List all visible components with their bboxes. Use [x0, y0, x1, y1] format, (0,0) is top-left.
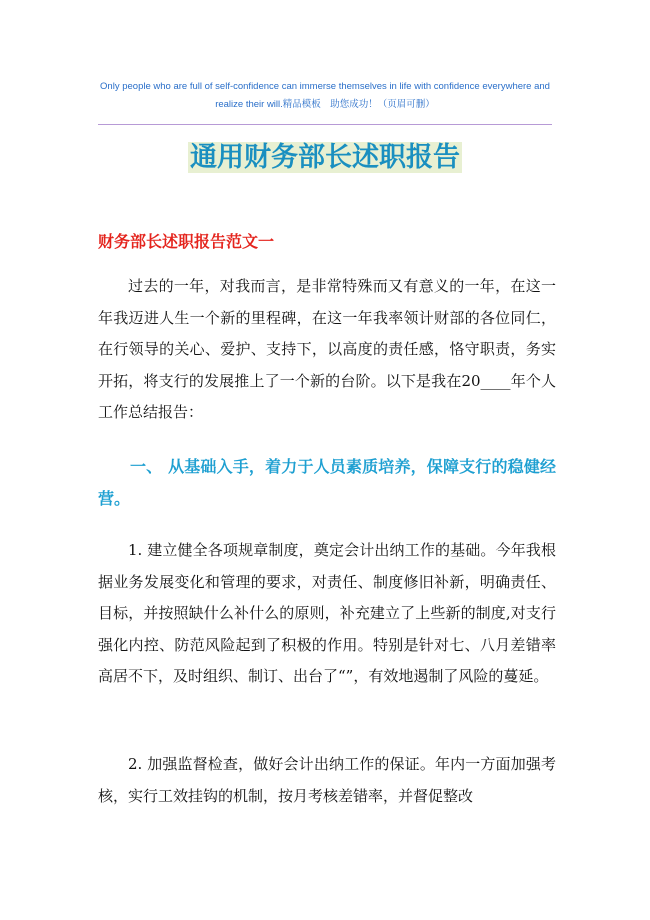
header-motto — [98, 78, 552, 114]
section-heading: 财务部长述职报告范文一 — [98, 232, 275, 251]
header-motto-line-2: realize their will.精品模板 助您成功！（页眉可删） — [215, 99, 435, 110]
paragraph-intro: 过去的一年，对我而言，是非常特殊而又有意义的一年，在这一年我迈进人生一个新的里程碑，在这一年我率领计财部的各位同仁，在行领导的关心、爱护、支持下，以高度的责任感，恪守职责，务实开拓，将支行的发展推上了一个新的台阶。以下是我在20____年个人工作总结报告： — [98, 277, 556, 422]
header-divider — [98, 124, 552, 125]
document-title — [0, 136, 650, 180]
document-title-text: 通用财务部长述职报告 — [190, 142, 460, 173]
paragraph-item-2: 2. 加强监督检查，做好会计出纳工作的保证。年内一方面加强考核，实行工效挂钩的机制，按月考核差错率，并督促整改 — [98, 755, 556, 805]
paragraph-item-1: 1. 建立健全各项规章制度，奠定会计出纳工作的基础。今年我根据业务发展变化和管理的要求，对责任、制度修旧补新，明确责任、目标，并按照缺什么补什么的原则，补充建立了上些新的制度,对支行强化内控、防范风险起到了积极的作用。特别是针对七、八月差错率高居不下，及时组织、制订、出台了“”，有效地遏制了风险的蔓延。 — [98, 541, 556, 686]
header-motto-line-1: Only people who are full of self-confidence can immerse themselves in life with confidence everywhere and — [100, 81, 550, 92]
subheading-1: 一、 从基础入手，着力于人员素质培养，保障支行的稳健经营。 — [98, 457, 556, 508]
